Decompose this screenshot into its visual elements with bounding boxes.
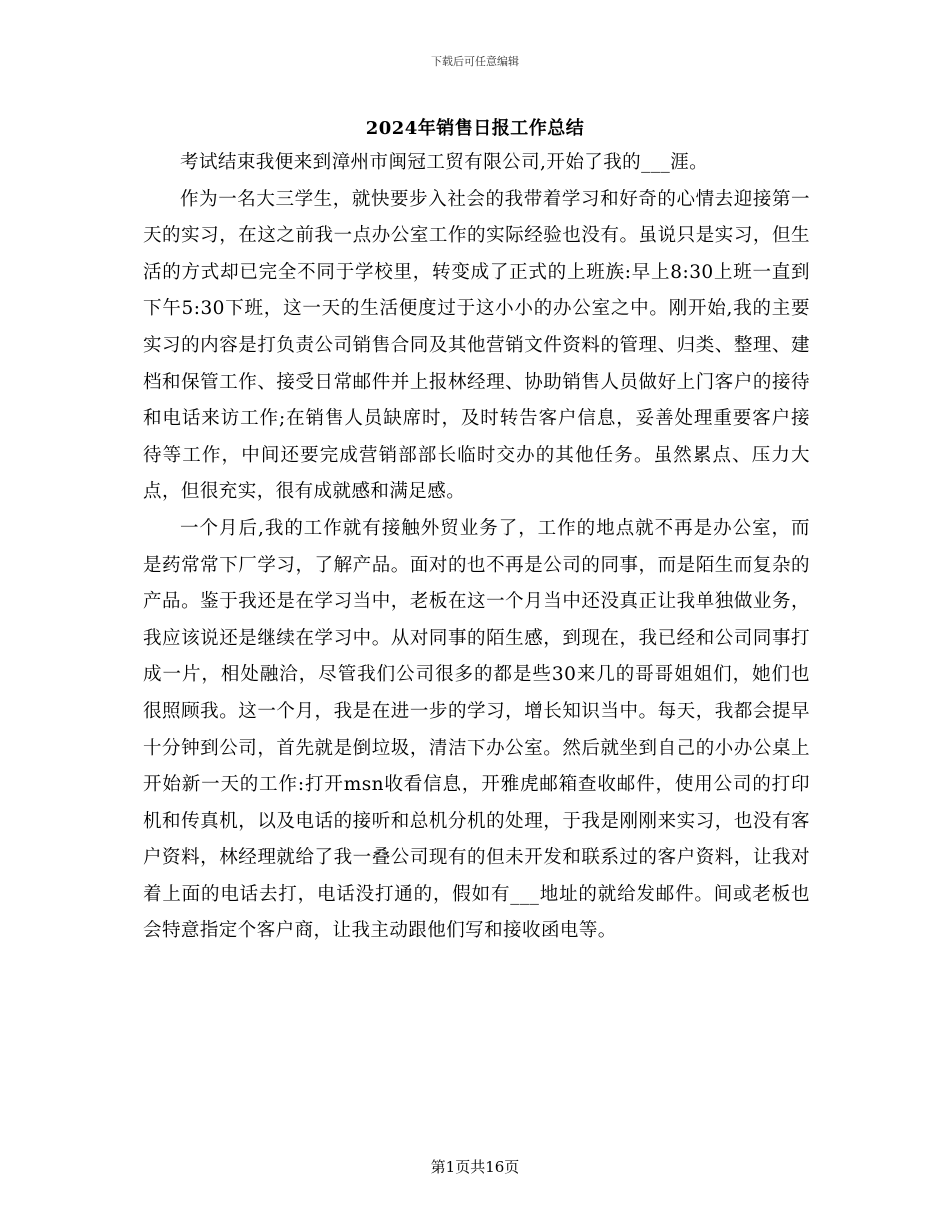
paragraph-2: 作为一名大三学生，就快要步入社会的我带着学习和好奇的心情去迎接第一天的实习，在这之前我一点办公室工作的实际经验也没有。虽说只是实习，但生活的方式却已完全不同于学校里，转变成了正式的上班族:早上8:30上班一直到下午5:30下班，这一天的生活便度过于这小小的办公室之中。刚开始,我的主要实习的内容是打负责公司销售合同及其他营销文件资料的管理、归类、整理、建档和保管工作、接受日常邮件并上报林经理、协助销售人员做好上门客户的接待和电话来访工作;在销售人员缺席时，及时转告客户信息，妥善处理重要客户接待等工作，中间还要完成营销部部长临时交办的其他任务。虽然累点、压力大点，但很充实，很有成就感和满足感。 [143, 188, 810, 503]
document-body [143, 145, 810, 950]
header-note: 下载后可任意编辑 [431, 55, 519, 68]
paragraph-3: 一个月后,我的工作就有接触外贸业务了，工作的地点就不再是办公室，而是药常常下厂学习，了解产品。面对的也不再是公司的同事，而是陌生而复杂的产品。鉴于我还是在学习当中，老板在这一个月当中还没真正让我单独做业务，我应该说还是继续在学习中。从对同事的陌生感，到现在，我已经和公司同事打成一片，相处融洽，尽管我们公司很多的都是些30来几的哥哥姐姐们，她们也很照顾我。这一个月，我是在进一步的学习，增长知识当中。每天，我都会提早十分钟到公司，首先就是倒垃圾，清洁下办公室。然后就坐到自己的小办公桌上开始新一天的工作:打开msn收看信息，开雅虎邮箱查收邮件，使用公司的打印机和传真机，以及电话的接听和总机分机的处理，于我是刚刚来实习，也没有客户资料，林经理就给了我一叠公司现有的但未开发和联系过的客户资料，让我对着上面的电话去打，电话没打通的，假如有___地址的就给发邮件。间或老板也会特意指定个客户商，让我主动跟他们写和接收函电等。 [143, 517, 810, 942]
page-footer: 第1页共16页 [430, 1158, 520, 1176]
paragraph-1: 考试结束我便来到漳州市闽冠工贸有限公司,开始了我的___涯。 [180, 152, 709, 173]
document-title: 2024年销售日报工作总结 [365, 118, 585, 139]
